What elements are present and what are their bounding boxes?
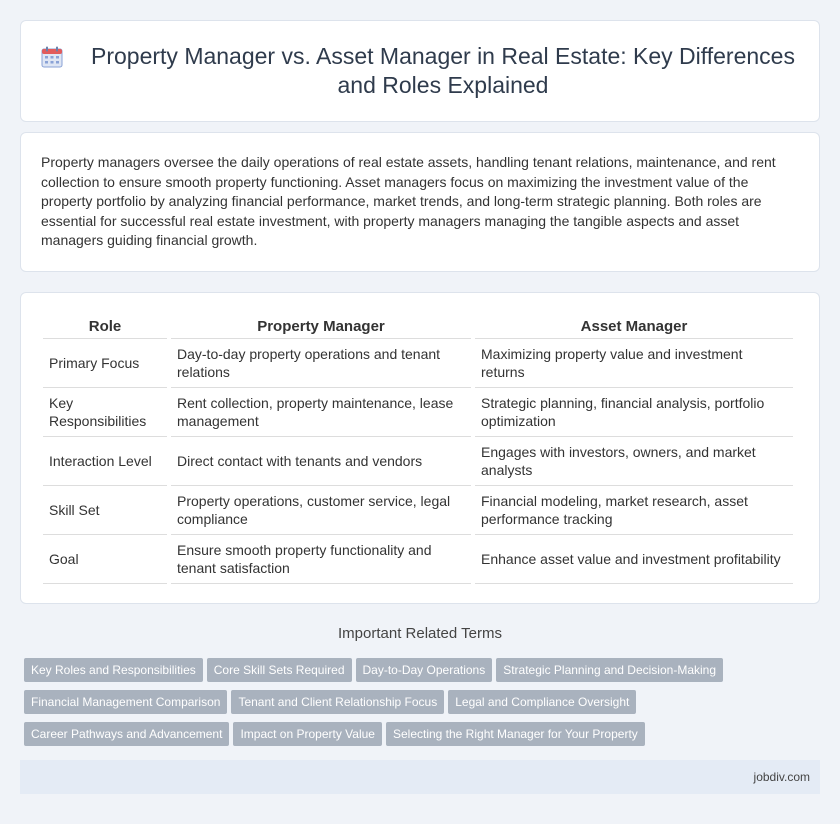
- page-title: Property Manager vs. Asset Manager in Real Estate: Key Differences and Roles Explained: [91, 43, 795, 98]
- header-asset-manager: Asset Manager: [475, 309, 793, 339]
- footer-site-link[interactable]: jobdiv.com: [753, 770, 810, 784]
- related-terms-list: [24, 658, 824, 754]
- row-property-manager: Ensure smooth property functionality and tenant satisfaction: [171, 535, 471, 584]
- header-role: Role: [43, 309, 167, 339]
- row-property-manager: Day-to-day property operations and tenant relations: [171, 339, 471, 388]
- row-property-manager: Property operations, customer service, legal compliance: [171, 486, 471, 535]
- tag-link[interactable]: Selecting the Right Manager for Your Property: [386, 722, 645, 746]
- row-asset-manager: Engages with investors, owners, and market analysts: [475, 437, 793, 486]
- tag-link[interactable]: Legal and Compliance Oversight: [448, 690, 636, 714]
- related-terms-heading: Important Related Terms: [338, 625, 502, 642]
- comparison-card: [20, 292, 820, 604]
- tag-link[interactable]: Strategic Planning and Decision-Making: [496, 658, 723, 682]
- comparison-table: [39, 309, 797, 584]
- tag-link[interactable]: Day-to-Day Operations: [356, 658, 493, 682]
- title-card: [20, 20, 820, 122]
- table-row: [43, 535, 793, 584]
- table-row: [43, 437, 793, 486]
- row-asset-manager: Enhance asset value and investment profitability: [475, 535, 793, 584]
- tag-link[interactable]: Career Pathways and Advancement: [24, 722, 229, 746]
- title-wrap: [40, 42, 800, 100]
- row-role: Skill Set: [43, 486, 167, 535]
- calendar-icon: [40, 45, 64, 69]
- row-role: Primary Focus: [43, 339, 167, 388]
- header-property-manager: Property Manager: [171, 309, 471, 339]
- table-row: [43, 388, 793, 437]
- tag-link[interactable]: Core Skill Sets Required: [207, 658, 352, 682]
- tag-link[interactable]: Impact on Property Value: [233, 722, 382, 746]
- row-role: Key Responsibilities: [43, 388, 167, 437]
- tag-link[interactable]: Tenant and Client Relationship Focus: [231, 690, 444, 714]
- intro-paragraph: Property managers oversee the daily operations of real estate assets, handling tenant relations, maintenance, and rent collection to ensure smooth property functioning. Asset managers focus on maximizing the investment value of the property portfolio by analyzing financial performance, market trends, and long-term strategic planning. Both roles are essential for successful real estate investment, with property managers managing the tangible aspects and asset managers guiding financial growth.: [41, 154, 776, 248]
- tag-link[interactable]: Key Roles and Responsibilities: [24, 658, 203, 682]
- row-asset-manager: Maximizing property value and investment returns: [475, 339, 793, 388]
- row-asset-manager: Financial modeling, market research, asset performance tracking: [475, 486, 793, 535]
- row-property-manager: Direct contact with tenants and vendors: [171, 437, 471, 486]
- table-header-row: [43, 309, 793, 339]
- tag-link[interactable]: Financial Management Comparison: [24, 690, 227, 714]
- table-row: [43, 339, 793, 388]
- row-asset-manager: Strategic planning, financial analysis, portfolio optimization: [475, 388, 793, 437]
- footer: [20, 760, 820, 794]
- row-role: Interaction Level: [43, 437, 167, 486]
- row-property-manager: Rent collection, property maintenance, lease management: [171, 388, 471, 437]
- row-role: Goal: [43, 535, 167, 584]
- intro-card: [20, 132, 820, 272]
- table-row: [43, 486, 793, 535]
